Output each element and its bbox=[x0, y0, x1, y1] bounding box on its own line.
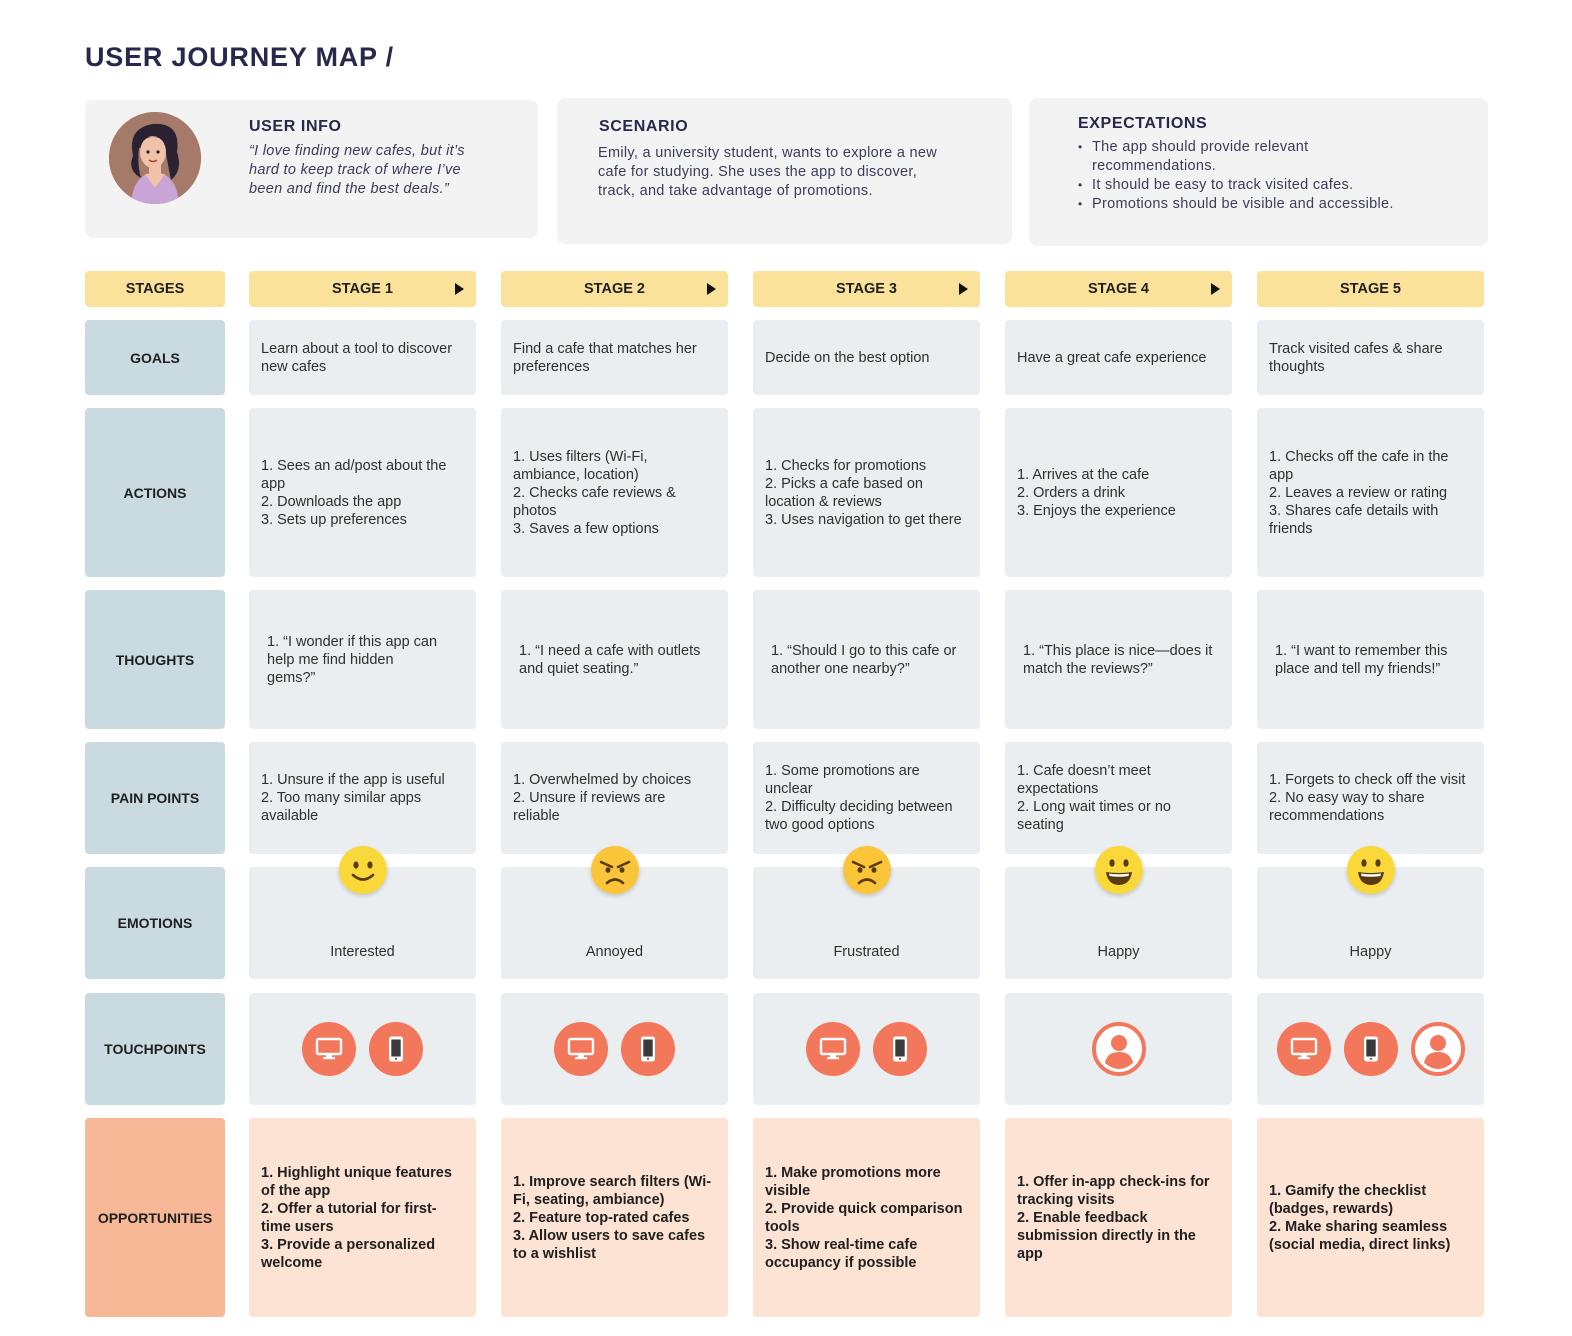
pain-points-text: 1. Cafe doesn’t meet expectations 2. Long wait times or no seating bbox=[1017, 763, 1171, 833]
touchpoints-cell bbox=[1257, 993, 1484, 1105]
pain-points-text: 1. Forgets to check off the visit 2. No easy way to share recommendations bbox=[1269, 772, 1466, 824]
goal-text: Learn about a tool to discover new cafes bbox=[261, 340, 453, 375]
pain-points-cell bbox=[753, 742, 980, 854]
scenario-card bbox=[557, 98, 1012, 244]
mobile-icon bbox=[621, 1022, 675, 1076]
user-info-heading: USER INFO bbox=[249, 118, 342, 135]
goal-cell bbox=[249, 320, 476, 395]
expectation-item: • The app should provide relevant recommendations. bbox=[1078, 138, 1398, 176]
emoji-grin-icon bbox=[1095, 846, 1143, 894]
thought-cell bbox=[753, 590, 980, 729]
opportunity-text: 1. Highlight unique features of the app 2. Offer a tutorial for first-time users 3. Provide a personalized welcome bbox=[261, 1164, 452, 1271]
touchpoints-cell bbox=[501, 993, 728, 1105]
pain-points-text: 1. Some promotions are unclear 2. Difficulty deciding between two good options bbox=[765, 763, 953, 833]
touchpoints-cell bbox=[1005, 993, 1232, 1105]
goal-text: Track visited cafes & share thoughts bbox=[1269, 340, 1443, 375]
emoji-angry-icon bbox=[591, 846, 639, 894]
stage-header bbox=[501, 271, 728, 307]
pain-points-cell bbox=[1257, 742, 1484, 854]
thought-text: 1. “I need a cafe with outlets and quiet seating.” bbox=[519, 642, 701, 677]
thought-text: 1. “I wonder if this app can help me find hidden gems?” bbox=[267, 633, 438, 686]
emoji-smile-icon bbox=[339, 846, 387, 894]
pain-points-cell bbox=[1005, 742, 1232, 854]
stage-title: STAGE 3 bbox=[836, 281, 897, 297]
thought-text: 1. “I want to remember this place and tell my friends!” bbox=[1275, 642, 1448, 677]
row-label-touchpoints: TOUCHPOINTS bbox=[85, 993, 225, 1105]
thought-cell bbox=[1257, 590, 1484, 729]
goal-cell bbox=[501, 320, 728, 395]
pain-points-text: 1. Unsure if the app is useful 2. Too many similar apps available bbox=[261, 772, 445, 824]
emotion-label: Frustrated bbox=[833, 944, 900, 960]
goal-text: Find a cafe that matches her preferences bbox=[513, 340, 697, 375]
user-quote: “I love finding new cafes, but it’s hard to keep track of where I’ve been and find the best deals.” bbox=[249, 143, 465, 197]
opportunity-cell bbox=[249, 1118, 476, 1317]
person-icon bbox=[1092, 1022, 1146, 1076]
expectations-list-wrap bbox=[1078, 138, 1398, 214]
arrow-right-icon bbox=[959, 283, 968, 295]
actions-text: 1. Arrives at the cafe 2. Orders a drink 3. Enjoys the experience bbox=[1017, 466, 1176, 519]
user-info-card bbox=[85, 100, 538, 238]
stage-title: STAGE 2 bbox=[584, 281, 645, 297]
opportunity-text: 1. Gamify the checklist (badges, rewards) 2. Make sharing seamless (social media, direct links) bbox=[1269, 1182, 1451, 1253]
mobile-icon bbox=[369, 1022, 423, 1076]
emotion-label: Interested bbox=[330, 944, 395, 960]
stage-header bbox=[249, 271, 476, 307]
opportunity-text: 1. Improve search filters (Wi-Fi, seating, ambiance) 2. Feature top-rated cafes 3. Allow users to save cafes to a wishlist bbox=[513, 1173, 712, 1262]
opportunity-cell bbox=[1257, 1118, 1484, 1317]
opportunity-cell bbox=[501, 1118, 728, 1317]
goal-text: Decide on the best option bbox=[765, 349, 930, 366]
scenario-text: Emily, a university student, wants to explore a new cafe for studying. She uses the app to discover, track, and take advantage of promotions. bbox=[598, 145, 938, 199]
desktop-icon bbox=[806, 1022, 860, 1076]
stage-title: STAGE 5 bbox=[1340, 281, 1401, 297]
expectation-item: • Promotions should be visible and accessible. bbox=[1078, 195, 1398, 214]
goal-cell bbox=[753, 320, 980, 395]
arrow-right-icon bbox=[707, 283, 716, 295]
expectations-heading: EXPECTATIONS bbox=[1078, 115, 1208, 132]
actions-cell bbox=[1005, 408, 1232, 577]
row-label-pain-points: PAIN POINTS bbox=[85, 742, 225, 854]
actions-cell bbox=[249, 408, 476, 577]
touchpoints-cell bbox=[249, 993, 476, 1105]
thought-text: 1. “This place is nice—does it match the reviews?” bbox=[1023, 642, 1213, 677]
person-icon bbox=[1411, 1022, 1465, 1076]
actions-cell bbox=[501, 408, 728, 577]
thought-cell bbox=[1005, 590, 1232, 729]
row-label-opportunities: OPPORTUNITIES bbox=[85, 1118, 225, 1317]
stage-header bbox=[1257, 271, 1484, 307]
arrow-right-icon bbox=[455, 283, 464, 295]
expectations-list bbox=[1078, 138, 1398, 214]
emotion-cell bbox=[1257, 867, 1484, 979]
actions-text: 1. Checks for promotions 2. Picks a cafe based on location & reviews 3. Uses navigation to get there bbox=[765, 457, 962, 528]
thought-cell bbox=[249, 590, 476, 729]
goal-cell bbox=[1005, 320, 1232, 395]
actions-text: 1. Sees an ad/post about the app 2. Downloads the app 3. Sets up preferences bbox=[261, 457, 447, 528]
arrow-right-icon bbox=[1211, 283, 1220, 295]
mobile-icon bbox=[873, 1022, 927, 1076]
emotion-cell bbox=[1005, 867, 1232, 979]
thought-cell bbox=[501, 590, 728, 729]
stage-header bbox=[753, 271, 980, 307]
opportunity-text: 1. Offer in-app check-ins for tracking visits 2. Enable feedback submission directly in the app bbox=[1017, 1173, 1210, 1262]
goal-cell bbox=[1257, 320, 1484, 395]
stage-header bbox=[1005, 271, 1232, 307]
pain-points-cell bbox=[249, 742, 476, 854]
emotion-cell bbox=[249, 867, 476, 979]
thought-text: 1. “Should I go to this cafe or another one nearby?” bbox=[771, 642, 957, 677]
stage-title: STAGE 1 bbox=[332, 281, 393, 297]
pain-points-text: 1. Overwhelmed by choices 2. Unsure if reviews are reliable bbox=[513, 772, 692, 824]
emotion-label: Happy bbox=[1349, 944, 1392, 960]
row-label-stages: STAGES bbox=[85, 271, 225, 307]
opportunity-text: 1. Make promotions more visible 2. Provide quick comparison tools 3. Show real-time cafe occupancy if possible bbox=[765, 1164, 963, 1271]
actions-text: 1. Checks off the cafe in the app 2. Leaves a review or rating 3. Shares cafe details with friends bbox=[1269, 448, 1449, 537]
goal-text: Have a great cafe experience bbox=[1017, 349, 1207, 366]
opportunity-cell bbox=[1005, 1118, 1232, 1317]
emotion-cell bbox=[753, 867, 980, 979]
scenario-heading: SCENARIO bbox=[599, 118, 689, 135]
desktop-icon bbox=[302, 1022, 356, 1076]
page-title: USER JOURNEY MAP / bbox=[85, 42, 394, 72]
expectations-card bbox=[1029, 98, 1488, 246]
opportunity-cell bbox=[753, 1118, 980, 1317]
actions-text: 1. Uses filters (Wi-Fi, ambiance, location) 2. Checks cafe reviews & photos 3. Saves a few options bbox=[513, 448, 676, 537]
actions-cell bbox=[1257, 408, 1484, 577]
pain-points-cell bbox=[501, 742, 728, 854]
touchpoints-cell bbox=[753, 993, 980, 1105]
emoji-angry-icon bbox=[843, 846, 891, 894]
emotion-cell bbox=[501, 867, 728, 979]
emotion-label: Annoyed bbox=[585, 944, 644, 960]
actions-cell bbox=[753, 408, 980, 577]
emotion-label: Happy bbox=[1097, 944, 1140, 960]
expectation-item: • It should be easy to track visited cafes. bbox=[1078, 176, 1398, 195]
emoji-grin-icon bbox=[1347, 846, 1395, 894]
mobile-icon bbox=[1344, 1022, 1398, 1076]
row-label-emotions: EMOTIONS bbox=[85, 867, 225, 979]
desktop-icon bbox=[1277, 1022, 1331, 1076]
stage-title: STAGE 4 bbox=[1088, 281, 1149, 297]
row-label-actions: ACTIONS bbox=[85, 408, 225, 577]
desktop-icon bbox=[554, 1022, 608, 1076]
avatar bbox=[109, 112, 201, 204]
row-label-thoughts: THOUGHTS bbox=[85, 590, 225, 729]
row-label-goals: GOALS bbox=[85, 320, 225, 395]
